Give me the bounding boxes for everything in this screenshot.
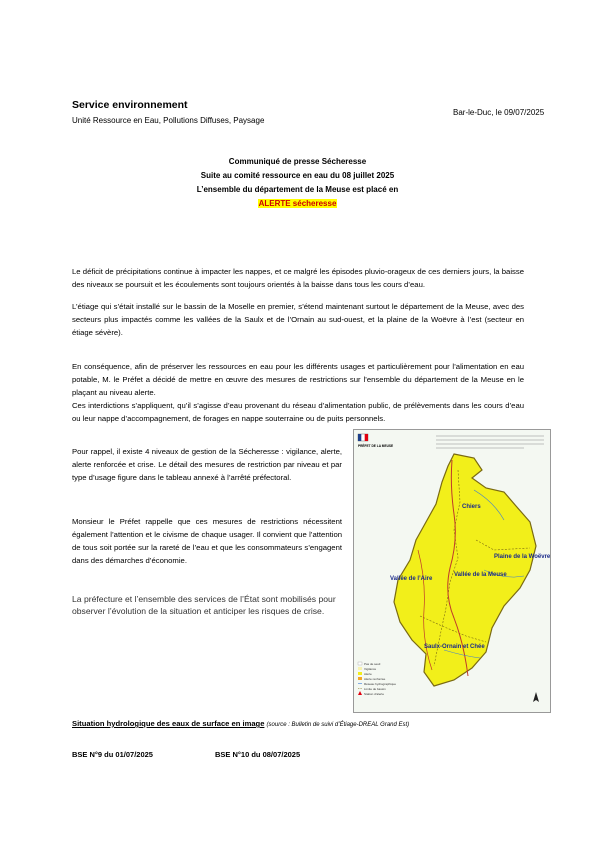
alert-level-line <box>0 199 595 208</box>
legend-label: Réseau hydrographique <box>364 682 397 686</box>
zone-label-meuse: Vallée de la Meuse <box>454 572 507 578</box>
legend-label: Alerte <box>364 672 372 676</box>
service-title: Service environnement <box>72 99 188 111</box>
legend-swatch-vigilance <box>358 667 362 670</box>
legend-label: Vigilance <box>364 667 377 671</box>
zone-label-woevre-text: Plaine de la Woëvre <box>494 554 550 560</box>
flag-blue <box>358 434 361 441</box>
alert-word: ALERTE <box>258 199 291 208</box>
paragraph-interdictions: Ces interdictions s’appliquent, qu’il s’agisse d’eau provenant du réseau d’alimentation public, de prélèvements dans les cours d’eau ou leur nappe d’accompagnement, de forages en nappe souterraine ou de puits personnels. <box>72 401 524 423</box>
place-date: Bar-le-Duc, le 09/07/2025 <box>453 108 545 117</box>
caption-title: Situation hydrologique des eaux de surface en image <box>72 719 265 728</box>
paragraph-consequence: En conséquence, afin de préserver les ressources en eau pour les différents usages et particulièrement pour l’alimentation en eau potable, M. le Préfet a décidé de mettre en œuvre des mesures de restrictions sur l’ensemble du département de la Meuse en le plaçant au niveau alerte. <box>72 362 524 397</box>
bse-reference-1: BSE N°9 du 01/07/2025 <box>72 750 153 759</box>
legend-label: Pas de seuil <box>364 662 381 666</box>
legend-swatch-alerte <box>358 672 362 675</box>
zone-label-aire: Vallée de l’Aire <box>390 576 433 582</box>
zone-label-woevre <box>494 554 550 560</box>
paragraph-levels: Pour rappel, il existe 4 niveaux de gestion de la Sécheresse : vigilance, alerte, alerte renforcée et crise. Le détail des mesures de restriction par niveau et par type d’usage figure dans le tableau annexé à l’arrêté préfectoral. <box>72 447 342 482</box>
bse-reference-2: BSE N°10 du 08/07/2025 <box>215 750 301 759</box>
map-caption <box>72 719 409 728</box>
legend-swatch-none <box>358 662 362 665</box>
paragraph-deficit: Le déficit de précipitations continue à impacter les nappes, et ce malgré les épisodes pluvio-orageux de ces derniers jours, la baisse des niveaux se poursuit et les écoulements sont toujours orientés à la baisse dans tous les cours d’eau. <box>72 267 524 289</box>
press-release-heading: L’ensemble du département de la Meuse est placé en <box>196 185 399 194</box>
legend-label: Limite de bassin <box>364 687 386 691</box>
legend-label: Alerte renforcée <box>364 677 386 681</box>
caption-source: (source : Bulletin de suivi d’Étiage-DREAL Grand Est) <box>266 722 410 728</box>
press-release-subtitle: Suite au comité ressource en eau du 08 juillet 2025 <box>200 171 395 180</box>
press-release-title: Communiqué de presse Sécheresse <box>228 157 367 166</box>
flag-red <box>365 434 368 441</box>
paragraph-etiage: L’étiage qui s’était installé sur le bassin de la Moselle en premier, s’étend maintenant surtout le département de la Meuse, avec des secteurs plus impactés comme les vallées de la Saulx et de l’Ornain au sud-ouest, et la plaine de la Woëvre à l’est (secteur en étiage sévère). <box>72 302 524 337</box>
paragraph-civism: Monsieur le Préfet rappelle que ces mesures de restrictions nécessitent également l’attention et le civisme de chaque usager. Il convient que l’attention de tous soit portée sur la rareté de l’eau et que les consommateurs s’engagent dans des démarches d’économie. <box>72 517 342 565</box>
hydrology-map <box>353 429 551 713</box>
service-unit: Unité Ressource en Eau, Pollutions Diffuses, Paysage <box>72 116 265 125</box>
meuse-map-svg <box>354 430 550 712</box>
alert-highlight <box>258 199 338 208</box>
map-header-text <box>436 436 544 448</box>
legend-swatch-alerte-renforcee <box>358 677 362 680</box>
north-arrow-icon <box>533 692 539 702</box>
paragraph-mobilisation: La préfecture et l’ensemble des services de l’État sont mobilisés pour observer l’évolution de la situation et anticiper les risques de crise. <box>72 594 336 616</box>
zone-label-chiers: Chiers <box>462 504 481 510</box>
legend-swatch-station <box>358 691 362 695</box>
meuse-department-shape <box>394 454 536 686</box>
map-legend <box>358 662 396 696</box>
zone-label-saulx: Saulx-Ornain et Chée <box>424 644 485 650</box>
legend-label: Station d’alerte <box>364 692 385 696</box>
alert-rest: sécheresse <box>290 199 337 208</box>
prefect-label: PRÉFET DE LA MEUSE <box>358 444 394 448</box>
